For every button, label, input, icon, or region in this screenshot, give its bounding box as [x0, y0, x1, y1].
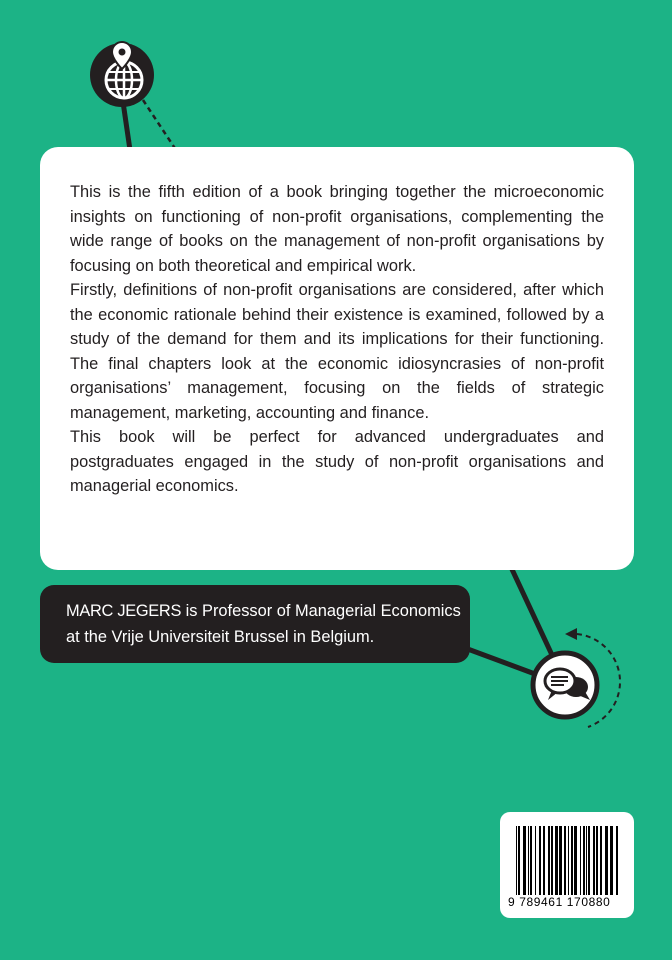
barcode-bar	[530, 826, 532, 898]
barcode-bar	[559, 826, 562, 898]
barcode-bar	[568, 826, 569, 906]
barcode-bar	[539, 826, 541, 898]
barcode-bar	[518, 826, 520, 906]
barcode-bar	[571, 826, 573, 898]
barcode-bar	[551, 826, 553, 898]
globe-pin-icon	[90, 42, 154, 107]
barcode-bar	[535, 826, 536, 898]
barcode-bar	[516, 826, 517, 906]
barcode-bar	[588, 826, 590, 898]
author-bio	[66, 598, 466, 650]
barcode-bar	[616, 826, 618, 906]
barcode-bar	[605, 826, 608, 898]
blurb-text	[70, 180, 604, 499]
barcode-bar	[596, 826, 598, 898]
barcode-bar	[583, 826, 585, 898]
barcode-bar	[586, 826, 587, 898]
barcode-bar	[600, 826, 602, 898]
barcode-bar	[555, 826, 558, 898]
barcode-bar	[580, 826, 581, 898]
barcode-bar	[593, 826, 595, 898]
author-description: is Professor of Managerial Economics at the Vrije Universiteit Brussel in Belgium.	[66, 602, 461, 646]
isbn-number: 9 789461 170880	[508, 895, 630, 909]
barcode-bar	[543, 826, 545, 898]
barcode-bar	[548, 826, 550, 898]
blurb-paragraph: This book will be perfect for advanced undergraduates and postgraduates engaged in the study of non-profit organisations and managerial economics.	[70, 428, 604, 495]
author-name: MARC JEGERS	[66, 602, 182, 620]
barcode-bar	[574, 826, 577, 898]
chat-bubbles-icon	[533, 653, 597, 717]
barcode-bar	[564, 826, 566, 898]
barcode-bar	[528, 826, 529, 898]
barcode-bar	[610, 826, 613, 898]
barcode-bar	[523, 826, 526, 898]
blurb-paragraph: Firstly, definitions of non-profit organisations are considered, after which the economic rationale behind their existence is examined, followed by a study of the demand for them and its implications for their functioning. The final chapters look at the economic idiosyncrasies of non-profit organisations’ management, focusing on the fields of strategic management, marketing, accounting and finance.	[70, 281, 604, 422]
blurb-paragraph: This is the fifth edition of a book bringing together the microeconomic insights on functioning of non-profit organisations, complementing the wide range of books on the management of non-profit organisations by focusing on both theoretical and empirical work.	[70, 183, 604, 275]
